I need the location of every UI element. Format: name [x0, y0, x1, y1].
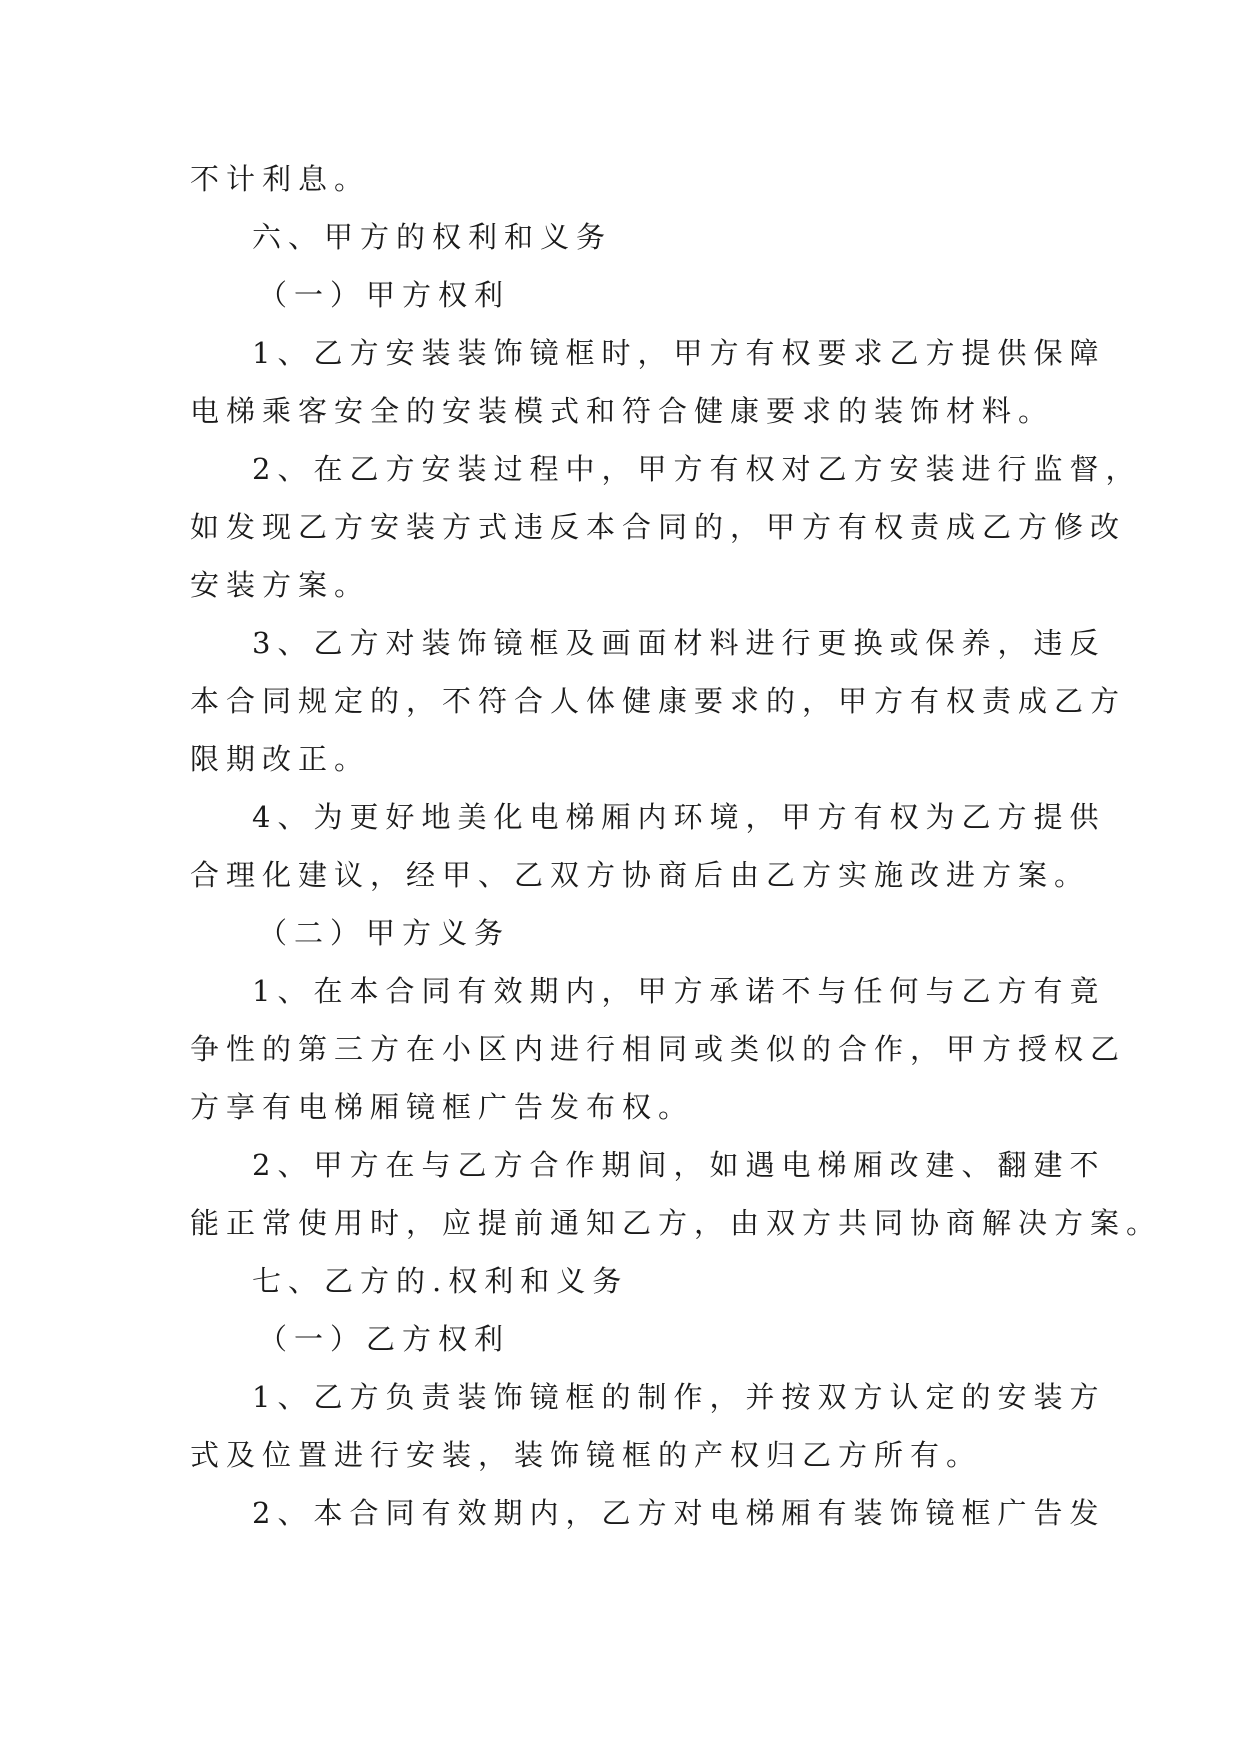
- text-line: 不计利息。: [190, 162, 371, 196]
- text-line: 4、为更好地美化电梯厢内环境，甲方有权为乙方提供: [252, 800, 1106, 834]
- text-line: 1、乙方安装装饰镜框时，甲方有权要求乙方提供保障: [252, 336, 1106, 370]
- text-line: 限期改正。: [190, 742, 371, 776]
- section-heading: 六、甲方的权利和义务: [252, 220, 613, 254]
- text-line: 式及位置进行安装，装饰镜框的产权归乙方所有。: [190, 1438, 983, 1472]
- text-line: 1、乙方负责装饰镜框的制作，并按双方认定的安装方: [252, 1380, 1106, 1414]
- subsection-heading: （一）乙方权利: [258, 1322, 511, 1356]
- text-line: 合理化建议，经甲、乙双方协商后由乙方实施改进方案。: [190, 858, 1091, 892]
- text-line: 2、甲方在与乙方合作期间，如遇电梯厢改建、翻建不: [252, 1148, 1106, 1182]
- text-line: 如发现乙方安装方式违反本合同的，甲方有权责成乙方修改: [190, 510, 1127, 544]
- text-line: 能正常使用时，应提前通知乙方，由双方共同协商解决方案。: [190, 1206, 1163, 1240]
- text-line: 电梯乘客安全的安装模式和符合健康要求的装饰材料。: [190, 394, 1055, 428]
- text-line: 本合同规定的，不符合人体健康要求的，甲方有权责成乙方: [190, 684, 1127, 718]
- text-line: 3、乙方对装饰镜框及画面材料进行更换或保养，违反: [252, 626, 1106, 660]
- subsection-heading: （一）甲方权利: [258, 278, 511, 312]
- text-line: 2、本合同有效期内，乙方对电梯厢有装饰镜框广告发: [252, 1496, 1106, 1530]
- text-line: 1、在本合同有效期内，甲方承诺不与任何与乙方有竟: [252, 974, 1106, 1008]
- text-line: 争性的第三方在小区内进行相同或类似的合作，甲方授权乙: [190, 1032, 1127, 1066]
- text-line: 安装方案。: [190, 568, 371, 602]
- section-heading: 七、乙方的.权利和义务: [252, 1264, 629, 1298]
- text-line: 方享有电梯厢镜框广告发布权。: [190, 1090, 695, 1124]
- text-line: 2、在乙方安装过程中，甲方有权对乙方安装进行监督，: [252, 452, 1142, 486]
- subsection-heading: （二）甲方义务: [258, 916, 511, 950]
